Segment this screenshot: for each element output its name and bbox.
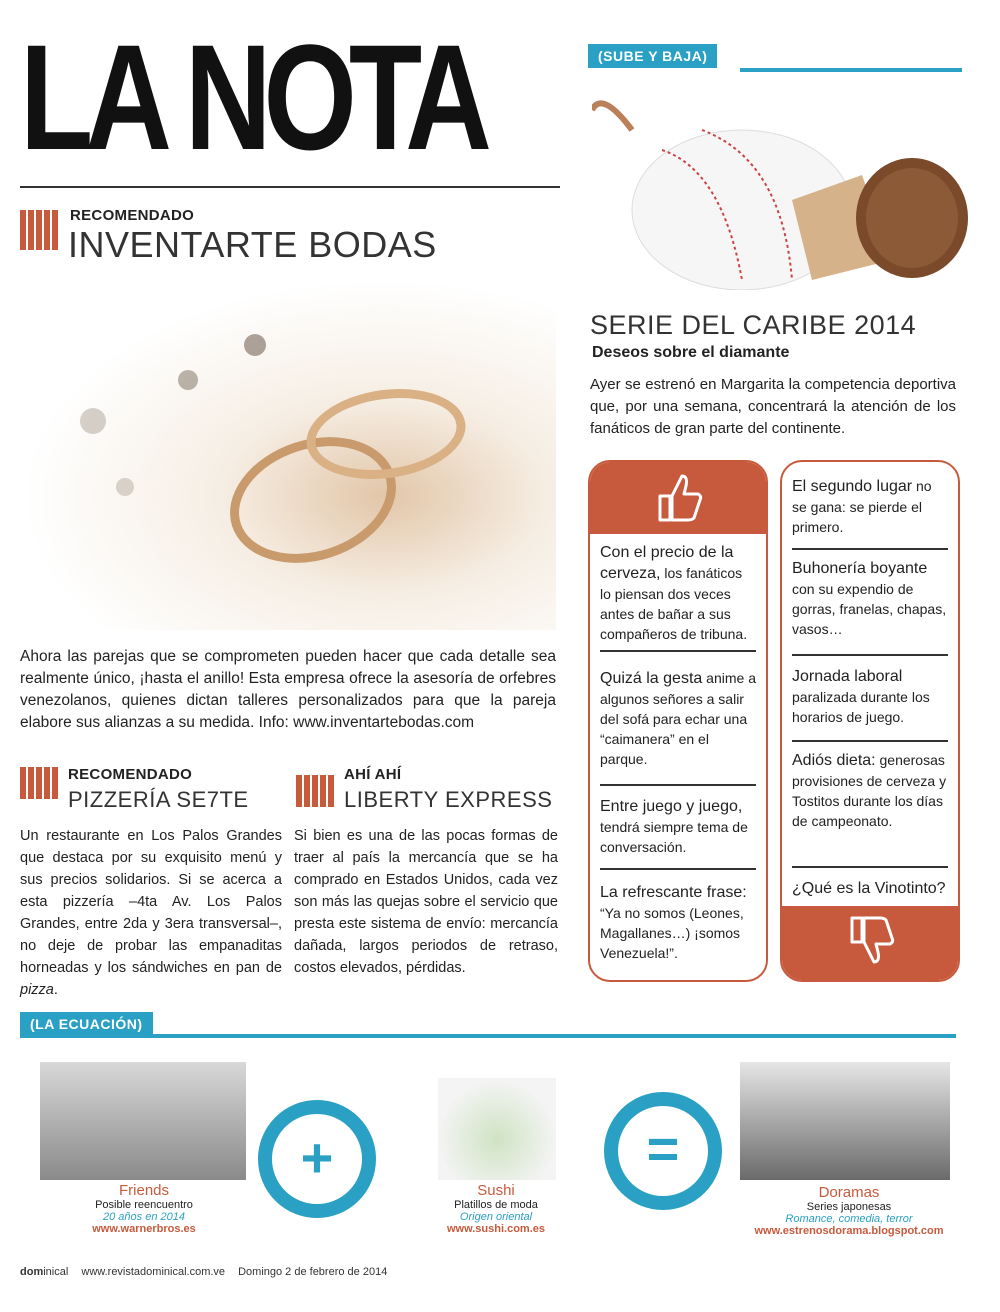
wedding-rings-photo xyxy=(20,278,556,630)
negative-item-5: ¿Qué es la Vinotinto? xyxy=(792,880,946,897)
pizzeria-kicker: RECOMENDADO xyxy=(68,766,193,783)
liberty-body: Si bien es una de las pocas formas de traer al país la mercancía que se ha comprado en Estados Unidos, cada vez son más las quejas sobre el servicio que presta este sistema de envío: mercancía dañada, largos periodos de retraso, costos elevados, pérdidas. xyxy=(294,828,558,976)
negative-item-2: Buhonería boyante con su expendio de gorras, franelas, chapas, vasos… xyxy=(792,560,947,637)
doramas-photo xyxy=(740,1062,950,1180)
inventarte-body: Ahora las parejas que se comprometen pueden hacer que cada detalle sea realmente único, ¡hasta el anillo! Esta empresa ofrece la asesoría de orfebres venezolanos, quienes dictan talleres personalizados para que la pareja elabore sus alianzas a su medida. Info: www.inventartebodas.com xyxy=(20,648,556,731)
positive-item-3: Entre juego y juego, tendrá siempre tema de conversación. xyxy=(600,798,748,855)
baseball-bat-photo xyxy=(592,90,972,290)
sushi-sub: Origen oriental xyxy=(459,1211,533,1223)
liberty-kicker: AHÍ AHÍ xyxy=(344,766,402,783)
card-divider xyxy=(600,868,756,870)
serie-subtitle: Deseos sobre el diamante xyxy=(592,344,790,361)
serie-intro: Ayer se estrenó en Margarita la competencia deportiva que, por una semana, concentrará la atención de los fanáticos de gran parte del continente. xyxy=(590,376,956,437)
negative-item-3: Jornada laboral paralizada durante los horarios de juego. xyxy=(792,668,930,725)
friends-desc: Posible reencuentro xyxy=(95,1199,193,1211)
positives-card xyxy=(588,460,768,982)
negatives-footer xyxy=(782,906,958,980)
friends-name: Friends xyxy=(118,1182,170,1199)
positive-item-2: Quizá la gesta anime a algunos señores a salir del sofá para echar una “caimanera” en el parque. xyxy=(600,670,756,767)
ecuacion-tab: (LA ECUACIÓN) xyxy=(20,1012,153,1036)
sube-baja-tab: (SUBE Y BAJA) xyxy=(588,44,717,68)
friends-photo xyxy=(40,1062,246,1180)
doramas-desc: Series japonesas xyxy=(806,1201,892,1213)
grid-mark-icon xyxy=(20,210,60,250)
card-divider xyxy=(792,548,948,550)
doramas-name: Doramas xyxy=(818,1184,880,1201)
card-divider xyxy=(600,650,756,652)
sushi-photo xyxy=(438,1078,556,1180)
serie-title: SERIE DEL CARIBE 2014 xyxy=(590,310,917,340)
positive-item-1: Con el precio de la cerveza, los fanáticos lo piensan dos veces antes de bañar a sus compañeros de tribuna. xyxy=(600,544,748,642)
thumbs-up-icon xyxy=(652,470,708,526)
tab-divider xyxy=(740,68,962,72)
pizzeria-title: PIZZERÍA SE7TE xyxy=(68,787,249,812)
ecuacion-divider xyxy=(20,1034,956,1038)
page-footer xyxy=(20,1266,387,1278)
friends-caption xyxy=(56,1182,232,1235)
footer-brand-rest: inical xyxy=(43,1266,69,1278)
inventarte-title: INVENTARTE BODAS xyxy=(68,224,437,265)
card-divider xyxy=(792,740,948,742)
negative-item-1: El segundo lugar no se gana: se pierde el primero. xyxy=(792,478,932,535)
positives-header xyxy=(590,462,766,534)
footer-brand-bold: dom xyxy=(20,1266,44,1278)
sushi-desc: Platillos de moda xyxy=(454,1199,538,1211)
card-divider xyxy=(792,654,948,656)
sushi-caption xyxy=(414,1182,578,1235)
thumbs-down-icon xyxy=(844,912,900,968)
footer-site: www.revistadominical.com.ve xyxy=(81,1266,226,1278)
plus-icon: + xyxy=(300,1126,334,1189)
doramas-url: www.estrenosdorama.blogspot.com xyxy=(754,1225,944,1237)
grid-mark-icon xyxy=(296,775,336,807)
friends-url: www.warnerbros.es xyxy=(92,1223,196,1235)
doramas-sub: Romance, comedia, terror xyxy=(785,1213,913,1225)
friends-sub: 20 años en 2014 xyxy=(103,1211,185,1223)
pizzeria-body: Un restaurante en Los Palos Grandes que destaca por su exquisito menú y sus precios solidarios. Si se acerca a esta pizzería –4ta Av. Los Palos Grandes, entre 2da y 3era transversal–, no deje de probar las empanaditas horneadas y los sándwiches en pan de pizza. xyxy=(20,828,282,998)
sushi-name: Sushi xyxy=(477,1182,515,1199)
negatives-card xyxy=(780,460,960,982)
liberty-title: LIBERTY EXPRESS xyxy=(344,787,553,812)
negative-item-4: Adiós dieta: generosas provisiones de cerveza y Tostitos durante los días de campeonato. xyxy=(792,752,947,829)
footer-date: Domingo 2 de febrero de 2014 xyxy=(238,1266,388,1278)
card-divider xyxy=(792,866,948,868)
card-divider xyxy=(600,784,756,786)
equals-icon: = xyxy=(646,1117,680,1180)
page-title: LA NOTA xyxy=(20,13,484,181)
grid-mark-icon xyxy=(20,767,60,799)
recommended-kicker: RECOMENDADO xyxy=(70,207,195,224)
positive-item-4: La refrescante frase: “Ya no somos (Leones, Magallanes…) ¡somos Venezuela!”. xyxy=(600,884,747,961)
title-divider xyxy=(20,186,560,188)
equals-circle xyxy=(604,1092,722,1210)
doramas-caption xyxy=(736,1184,962,1237)
sushi-url: www.sushi.com.es xyxy=(446,1223,545,1235)
plus-circle xyxy=(258,1100,376,1218)
